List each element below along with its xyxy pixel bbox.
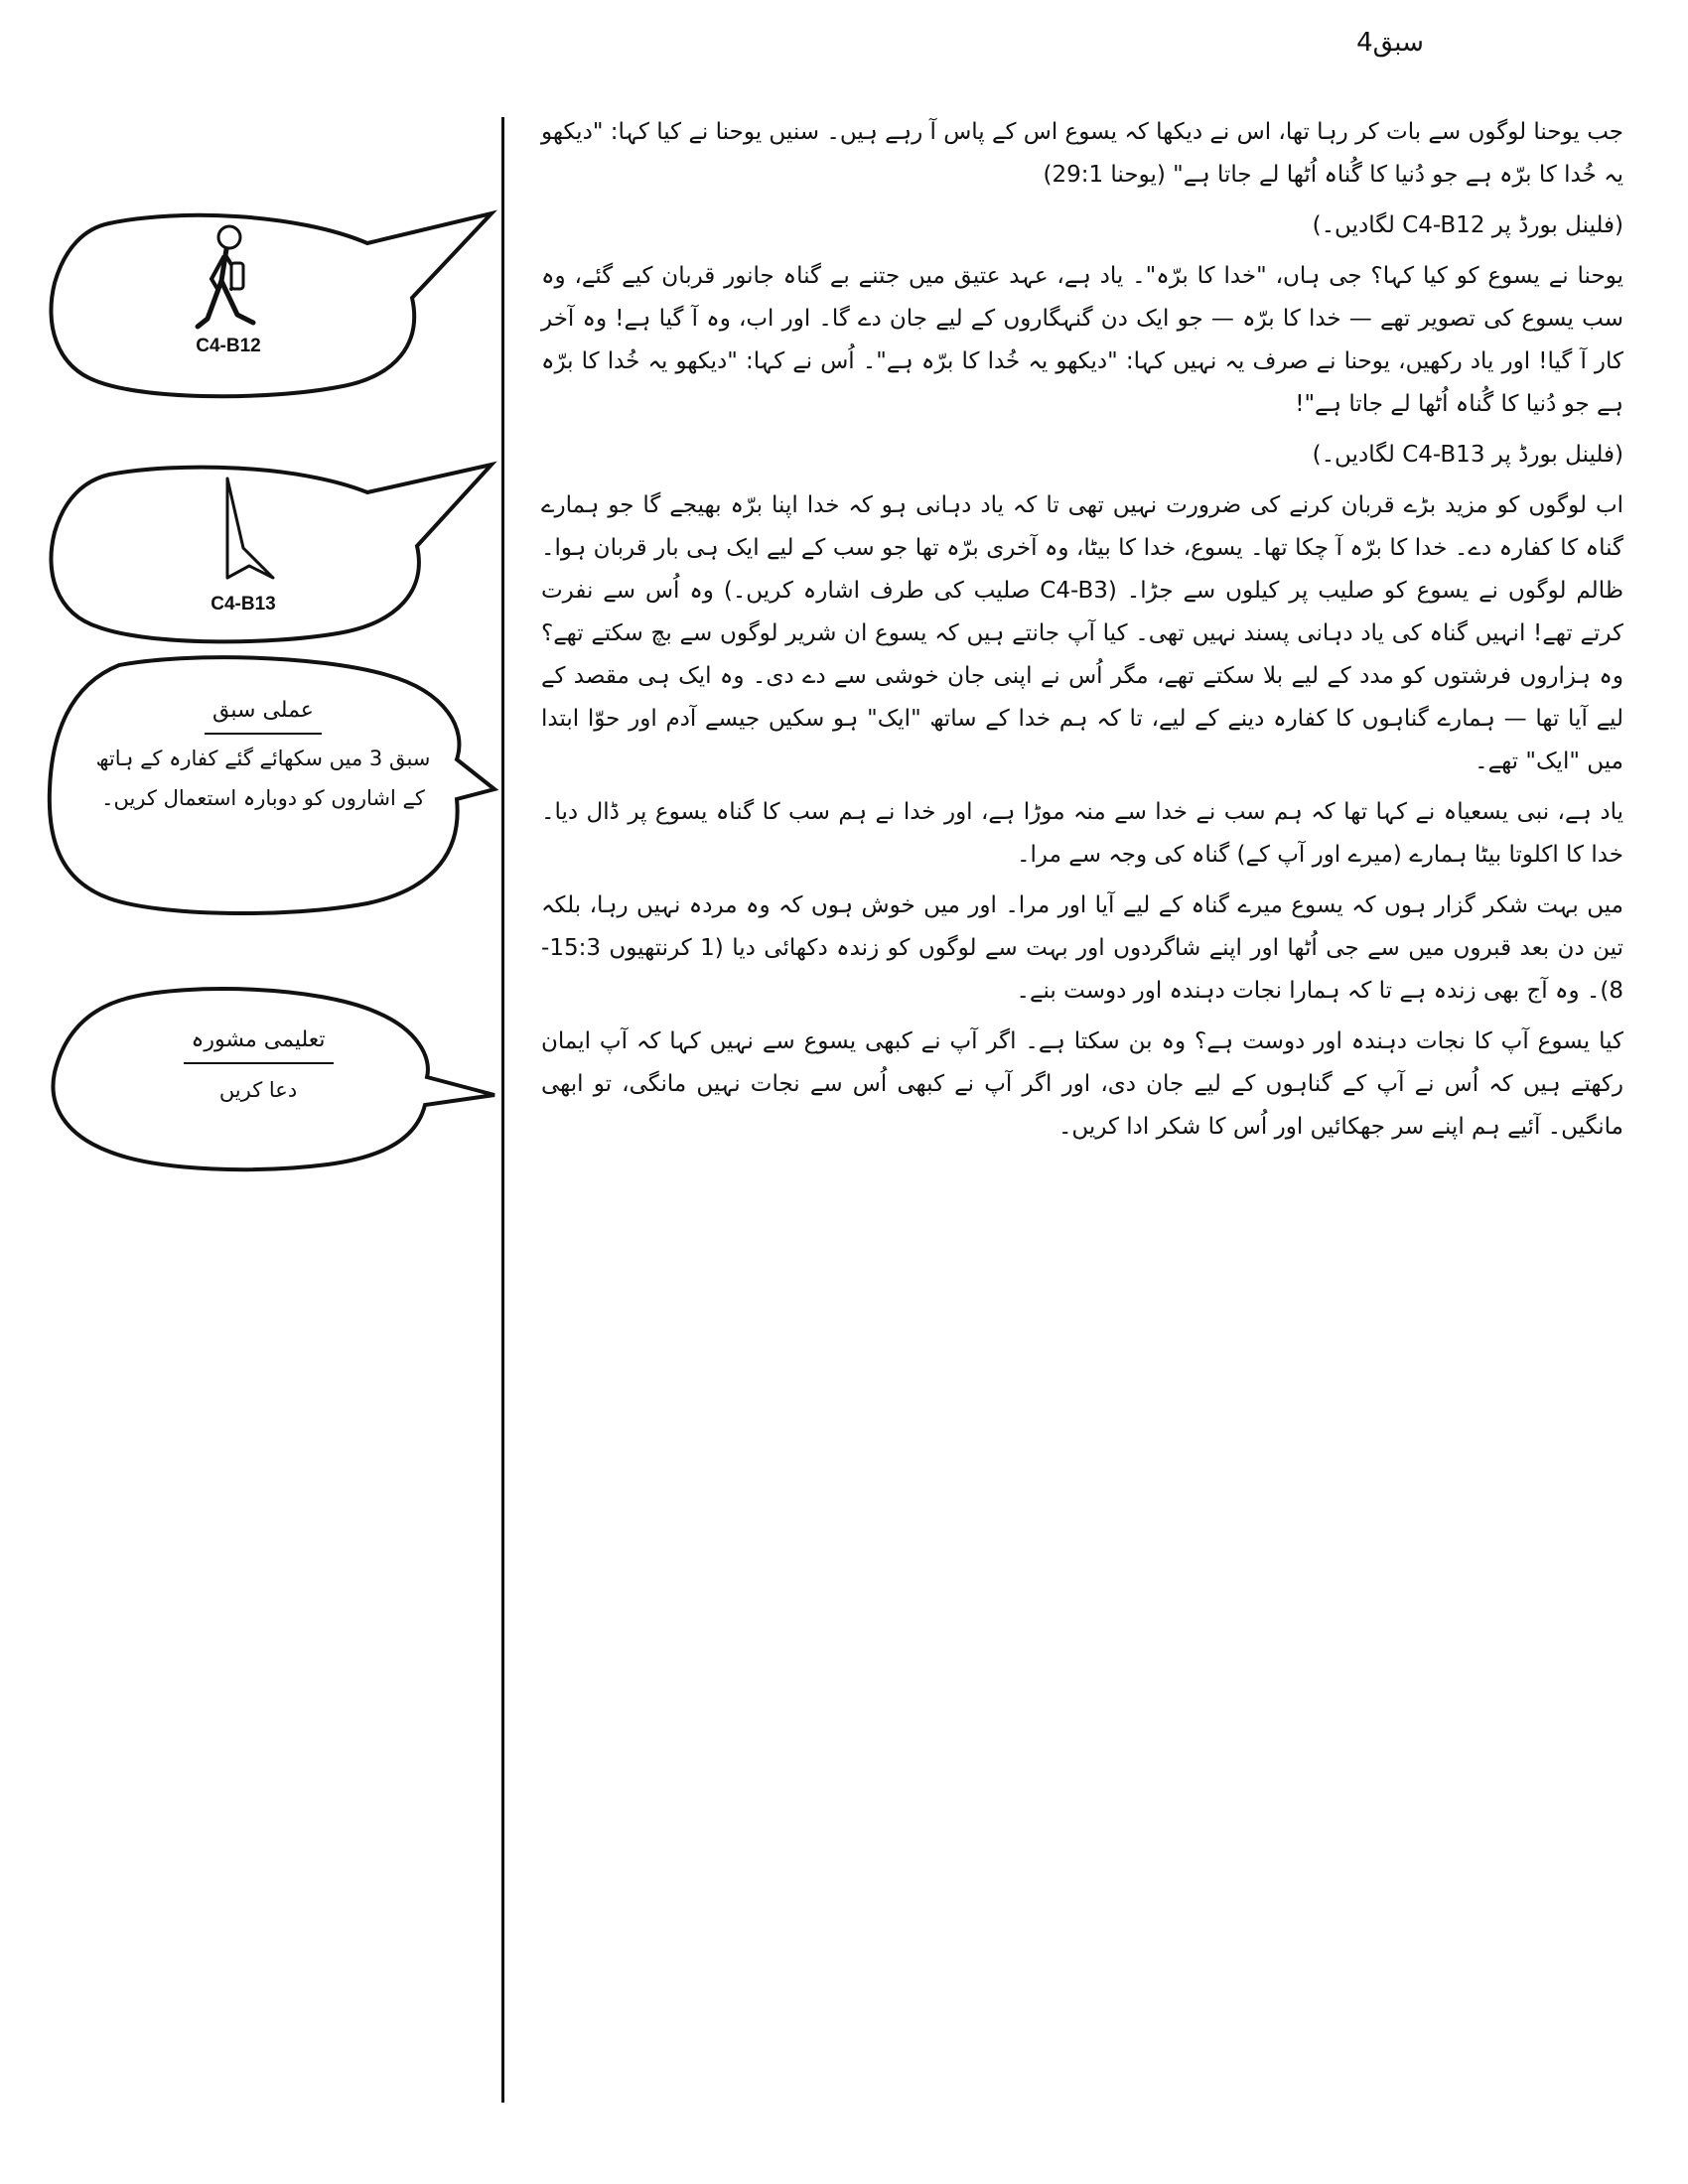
paragraph-john-sees-jesus: جب یوحنا لوگوں سے بات کر رہا تھا، اس نے دیکھا کہ یسوع اس کے پاس آ رہے ہیں۔ سنیں یوحنا نے کیا کہا: "دیکھو یہ خُدا کا برّہ ہے جو دُنیا کا گُناہ اُٹھا لے جاتا ہے" (یوحنا 29:1) bbox=[541, 119, 1623, 188]
paragraph-resurrection: میں بہت شکر گزار ہوں کہ یسوع میرے گناہ کے لیے آیا اور مرا۔ اور میں خوش ہوں کہ وہ مردہ نہیں رہا، بلکہ تین دن بعد قبروں میں سے جی اُٹھا اور اپنے شاگردوں اور بہت سے لوگوں کو زندہ دکھائی دیا (1 کرنتھیوں 15:3-8)۔ وہ آج بھی زندہ ہے تا کہ ہمارا نجات دہندہ اور دوست بنے۔ bbox=[541, 892, 1623, 1004]
column-divider bbox=[501, 117, 504, 2103]
paragraph-final-sacrifice: اب لوگوں کو مزید بڑے قربان کرنے کی ضرورت نہیں تھی تا کہ یاد دہانی ہو کہ خدا اپنا برّہ بھیجے گا جو ہمارے گناہ کا کفارہ دے۔ خدا کا برّہ آ چکا تھا۔ یسوع، خدا کا بیٹا، وہ آخری برّہ تھا جو سب کے لیے ایک ہی بار قربان ہوا۔ ظالم لوگوں نے یسوع کو صلیب پر کیلوں سے جڑا۔ (C4-B3 صلیب کی طرف اشارہ کریں۔) وہ اُس سے نفرت کرتے تھے! انہیں گناہ کی یاد دہانی پسند نہیں تھی۔ کیا آپ جانتے ہیں کہ یسوع ان شریر لوگوں سے بچ سکتے تھے؟ وہ ہزاروں فرشتوں کو مدد کے لیے بلا سکتے تھے، مگر اُس نے اپنی جان خوشی سے دے دی۔ وہ ایک ہی مقصد کے لیے آیا تھا — ہمارے گناہوں کا کفارہ دینے کے لیے، تا کہ ہم خدا کے ساتھ "ایک" ہو سکیں جیسے آدم اور حوّا ابتدا میں "ایک" تھے۔ bbox=[541, 492, 1624, 774]
callout-practical-lesson bbox=[40, 650, 496, 918]
flannel-note-b13: (فلینل بورڈ پر C4-B13 لگادیں۔) bbox=[1312, 442, 1623, 468]
figure-label: C4-B12 bbox=[196, 336, 261, 356]
callout-figure-c4-b13 bbox=[40, 457, 496, 645]
teaching-tip-body: دعا کریں bbox=[218, 1078, 298, 1102]
arrow-pointer-icon bbox=[223, 475, 283, 584]
practical-lesson-body: سبق 3 میں سکھائے گئے کفارہ کے ہاتھ کے اشاروں کو دوبارہ استعمال کریں۔ bbox=[95, 747, 431, 810]
teaching-tip-heading: تعلیمی مشورہ bbox=[184, 1021, 334, 1064]
figure-label: C4-B13 bbox=[211, 594, 276, 614]
callout-figure-c4-b12 bbox=[40, 204, 496, 402]
paragraph-invitation: کیا یسوع آپ کا نجات دہندہ اور دوست ہے؟ وہ بن سکتا ہے۔ اگر آپ نے کبھی یسوع سے نہیں کہا کہ آپ ایمان رکھتے ہیں کہ اُس نے آپ کے گناہوں کے لیے جان دی، اور اگر آپ نے کبھی اُس سے نجات نہیں مانگی، تو ابھی مانگیں۔ آئیے ہم اپنے سر جھکائیں اور اُس کا شکر ادا کریں۔ bbox=[541, 1028, 1623, 1140]
practical-lesson-content bbox=[84, 690, 442, 818]
speech-bubble-icon bbox=[40, 204, 496, 402]
callout-teaching-tip bbox=[40, 978, 496, 1176]
practical-lesson-heading: عملی سبق bbox=[205, 691, 322, 735]
paragraph-isaiah: یاد ہے، نبی یسعیاہ نے کہا تھا کہ ہم سب نے خدا سے منہ موڑا ہے، اور خدا نے ہم سب کا گناہ یسوع پر ڈال دیا۔ خدا کا اکلوتا بیٹا ہمارے (میرے اور آپ کے) گناہ کی وجہ سے مرا۔ bbox=[541, 799, 1623, 868]
lesson-body bbox=[541, 111, 1623, 1157]
paragraph-lamb-of-god: یوحنا نے یسوع کو کیا کہا؟ جی ہاں، "خدا کا برّہ"۔ یاد ہے، عہد عتیق میں جتنے بے گناہ جانور قربان کیے گئے، وہ سب یسوع کی تصویر تھے — خدا کا برّہ — جو ایک دن گنہگاروں کے لیے جان دے گا۔ اور اب، وہ آ گیا ہے! وہ آخر کار آ گیا! اور یاد رکھیں، یوحنا نے صرف یہ نہیں کہا: "دیکھو یہ خُدا کا برّہ ہے"۔ اُس نے کہا: "دیکھو یہ خُدا کا برّہ ہے جو دُنیا کا گُناہ اُٹھا لے جاتا ہے"! bbox=[541, 263, 1623, 417]
teaching-tip-content bbox=[109, 1020, 407, 1110]
page-number: سبق4 bbox=[1356, 28, 1424, 58]
walking-figure-icon bbox=[194, 223, 263, 333]
flannel-note-b12: (فلینل بورڈ پر C4-B12 لگادیں۔) bbox=[1312, 212, 1623, 238]
